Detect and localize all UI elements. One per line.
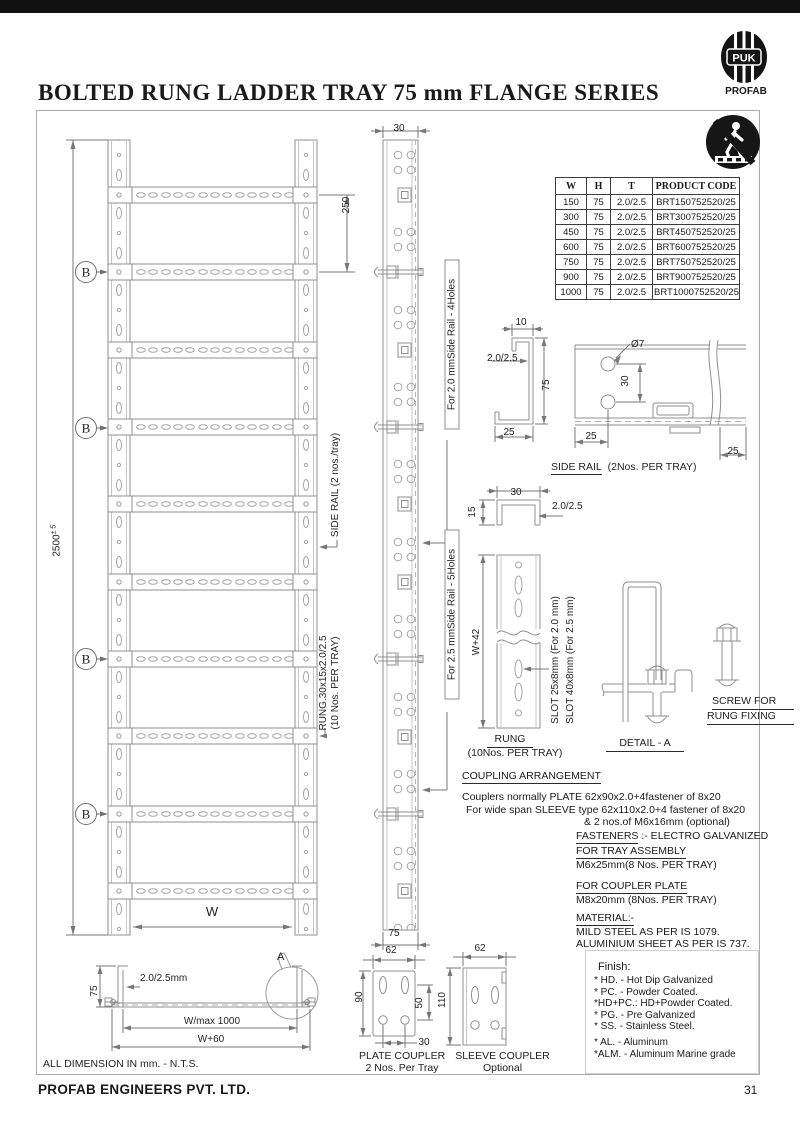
coupling-line2: For wide span SLEEVE type 62x110x2.0+4 fastener of 8x20 [466, 804, 746, 816]
finish-list [594, 975, 758, 1060]
sleeve-height-dim: 110 [437, 992, 448, 1008]
table-cell: 75 [587, 285, 611, 300]
rail-end-dim: 25 [727, 446, 739, 457]
screw-drawing [713, 624, 741, 686]
table-cell: 600 [556, 240, 587, 255]
side-rail-bottom-dim: 25 [503, 427, 515, 438]
hole-pitch-dim: 30 [620, 375, 631, 387]
rung-thickness-dim: 2.0/2.5 [552, 501, 583, 512]
profab-logo-text: PROFAB [725, 86, 767, 97]
table-cell: 1000 [556, 285, 587, 300]
plate-coupler-qty: 2 Nos. Per Tray [365, 1062, 439, 1074]
finish-item: * PG. - Pre Galvanized [594, 1009, 696, 1021]
b-label: B [81, 806, 91, 822]
finish-heading: Finish: [598, 961, 631, 973]
table-cell: 2.0/2.5 [611, 225, 653, 240]
col-header-h: H [587, 178, 611, 195]
table-cell: 2.0/2.5 [611, 285, 653, 300]
sleeve-coupler-title: SLEEVE COUPLER [455, 1050, 550, 1062]
material-line1: MILD STEEL AS PER IS 1079. [576, 926, 720, 938]
finish-item: *HD+PC.: HD+Powder Coated. [594, 998, 733, 1010]
table-cell: 2.0/2.5 [611, 195, 653, 210]
table-row [556, 285, 740, 300]
w-max-dim: W/max 1000 [183, 1016, 241, 1027]
table-cell: 750 [556, 255, 587, 270]
sleeve-width-dim: 62 [474, 943, 486, 954]
table-cell: 75 [587, 240, 611, 255]
table-cell: 75 [587, 195, 611, 210]
table-cell: BRT750752520/25 [653, 255, 740, 270]
b-section-markers [76, 262, 109, 825]
coupling-line1: Couplers normally PLATE 62x90x2.0+4fastener of 8x20 [462, 791, 721, 803]
table-row [556, 255, 740, 270]
table-cell: BRT600752520/25 [653, 240, 740, 255]
ladder-length-dim [48, 511, 63, 571]
coupling-heading: COUPLING ARRANGEMENT [462, 770, 601, 782]
side-rail-height-dim: 75 [541, 379, 552, 391]
side-rail-flange-dim: 10 [515, 317, 527, 328]
col-header-w: W [556, 178, 587, 195]
table-cell: BRT900752520/25 [653, 270, 740, 285]
ladder-length-value: 2500 [51, 534, 63, 557]
finish-item: * SS. - Stainless Steel. [594, 1021, 695, 1033]
detail-a-ref: A [277, 951, 285, 963]
rung-length-dim: W+42 [471, 628, 482, 656]
w-plus-60-dim: W+60 [197, 1034, 225, 1045]
sleeve-coupler-qty: Optional [482, 1062, 523, 1074]
rung-width-dim: 30 [510, 487, 522, 498]
rung-title: RUNG [487, 733, 533, 748]
finish-item: * AL. - Aluminum [594, 1036, 668, 1048]
finish-item: *ALM. - Aluminum Marine grade [594, 1048, 736, 1060]
finish-item: * PC. - Powder Coated. [594, 986, 698, 998]
side-rail-title [551, 461, 697, 474]
table-cell: 450 [556, 225, 587, 240]
page-title: BOLTED RUNG LADDER TRAY 75 mm FLANGE SERIES [38, 80, 660, 105]
material-heading: MATERIAL:- [576, 912, 635, 924]
table-cell: 2.0/2.5 [611, 255, 653, 270]
screw-label-line2: RUNG FIXING [707, 710, 794, 725]
table-cell: BRT300752520/25 [653, 210, 740, 225]
rail-top-dim: 30 [393, 123, 405, 134]
dimension-note: ALL DIMENSION IN mm. - N.T.S. [43, 1058, 199, 1070]
plate-slot-span-dim: 50 [414, 997, 425, 1009]
side-rail-title-text: SIDE RAIL [551, 461, 602, 473]
rung-callout-line2: (10 Nos. PER TRAY) [330, 636, 341, 730]
rung-height-dim: 15 [467, 506, 478, 518]
b-label: B [81, 420, 91, 436]
side-rail-qty: (2Nos. PER TRAY) [607, 461, 697, 473]
col-header-product-code: PRODUCT CODE [653, 178, 740, 195]
table-cell: 900 [556, 270, 587, 285]
coupler-plate-value: M8x20mm (8Nos. PER TRAY) [576, 894, 717, 906]
table-cell: 300 [556, 210, 587, 225]
table-cell: 2.0/2.5 [611, 240, 653, 255]
fasteners-label: FASTENERS [576, 830, 639, 842]
page-number: 31 [744, 1083, 758, 1097]
rung-callout [318, 628, 342, 738]
tray-assembly-heading: FOR TRAY ASSEMBLY [576, 845, 687, 857]
table-cell: 150 [556, 195, 587, 210]
plate-width-dim: 62 [385, 945, 397, 956]
callout-2-0-rail: For 2.0 mmSide Rail - 4Holes [445, 260, 460, 430]
drawing-frame [36, 110, 777, 1075]
table-cell: 2.0/2.5 [611, 270, 653, 285]
detail-a-drawing [595, 580, 800, 755]
company-footer: PROFAB ENGINEERS PVT. LTD. [38, 1082, 251, 1097]
slot-2-5-label: SLOT 40x8mm (For 2.5 mm) [565, 596, 576, 724]
table-row [556, 240, 740, 255]
rung-callout-line1: RUNG.30x15x2.0/2.5 [318, 635, 329, 731]
slot-2-0-label: SLOT 25x8mm (For 2.0 mm) [550, 596, 561, 724]
plate-coupler-title: PLATE COUPLER [359, 1050, 446, 1062]
table-cell: 75 [587, 255, 611, 270]
rail-bottom-dim: 75 [388, 928, 400, 939]
table-cell: 75 [587, 225, 611, 240]
puk-logo-text: PUK [732, 52, 756, 65]
rung-qty: (10Nos. PER TRAY) [467, 747, 563, 759]
table-cell: BRT150752520/25 [653, 195, 740, 210]
b-label: B [81, 651, 91, 667]
col-header-t: T [611, 178, 653, 195]
rail-slots [117, 130, 309, 955]
plate-height-dim: 90 [354, 991, 365, 1003]
puk-logo-icon [716, 30, 776, 86]
table-row [556, 195, 740, 210]
top-bar [0, 0, 800, 13]
no-walking-icon [703, 113, 765, 173]
ladder-tray-plan-drawing [37, 128, 393, 958]
coupler-plate-heading: FOR COUPLER PLATE [576, 880, 688, 892]
table-cell: 2.0/2.5 [611, 210, 653, 225]
table-row [556, 270, 740, 285]
table-cell: 75 [587, 270, 611, 285]
rung-spacing-dim: 250 [341, 196, 352, 214]
material-line2: ALUMINIUM SHEET AS PER IS 737. [576, 938, 750, 950]
hole-dia-dim: Ø7 [631, 339, 645, 350]
ladder-length-tolerance: ± 5 [50, 524, 58, 535]
b-label: B [81, 264, 91, 280]
table-row [556, 210, 740, 225]
table-header-row [556, 178, 740, 195]
callout-2-5-rail: For 2.5 mmSide Rail - 5Holes [445, 530, 460, 700]
tray-width-dim: W [205, 904, 219, 919]
tray-assembly-value: M6x25mm(8 Nos. PER TRAY) [576, 859, 717, 871]
side-rail-callout: SIDE RAIL (2 nos./tray) [330, 432, 341, 538]
coupling-line3: & 2 nos.of M6x16mm (optional) [584, 816, 730, 828]
fasteners-line [576, 830, 768, 842]
finish-item: * HD. - Hot Dip Galvanized [594, 975, 713, 986]
finish-panel [585, 950, 759, 1074]
table-cell: BRT450752520/25 [653, 225, 740, 240]
section-thickness-label: 2.0/2.5mm [140, 973, 188, 984]
screw-label-line1: SCREW FOR [712, 695, 794, 710]
fasteners-value: :- ELECTRO GALVANIZED [638, 830, 769, 842]
table-row [556, 225, 740, 240]
rungs [108, 187, 317, 899]
product-table [555, 177, 740, 300]
hole-edge-dim: 25 [585, 431, 597, 442]
section-height-dim: 75 [89, 985, 100, 997]
side-rail-thickness-dim: 2.0/2.5 [487, 353, 518, 364]
table-cell: 75 [587, 210, 611, 225]
table-cell: BRT1000752520/25 [654, 286, 739, 298]
detail-a-title: DETAIL - A [606, 737, 684, 752]
plate-hole-pitch-dim: 30 [418, 1037, 430, 1048]
